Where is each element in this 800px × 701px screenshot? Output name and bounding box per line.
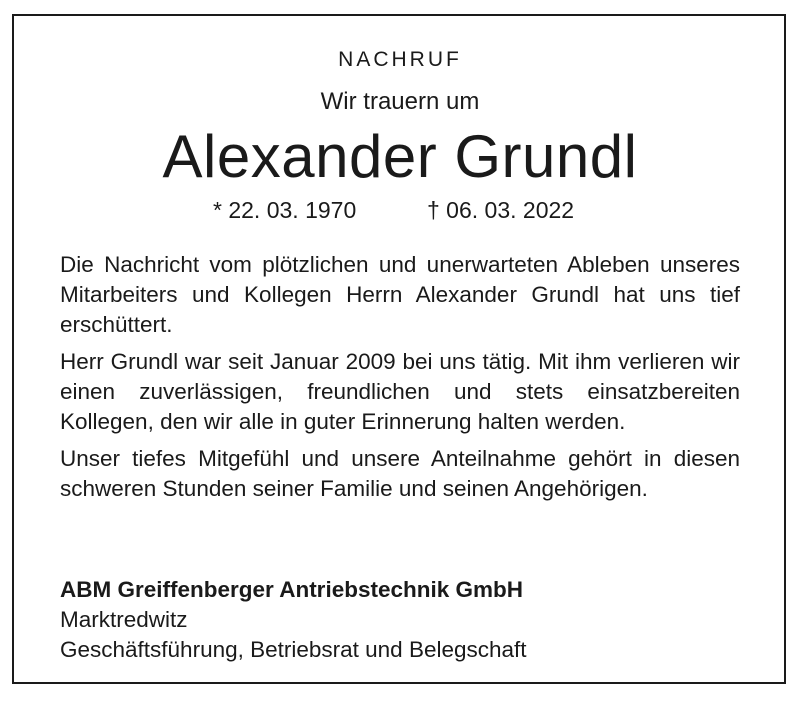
- deceased-name: Alexander Grundl: [162, 123, 638, 190]
- paragraph: Die Nachricht vom plötzlichen und unerwarteten Ableben unseres Mitarbeiters und Kollegen Herrn Alexander Grundl hat uns tief erschüttert.: [60, 252, 740, 337]
- paragraph: Unser tiefes Mitgefühl und unsere Anteilnahme gehört in diesen schweren Stunden seiner Familie und seinen Angehörigen.: [60, 446, 740, 501]
- intro-line: Wir trauern um: [320, 88, 480, 115]
- death-date: † 06. 03. 2022: [427, 197, 575, 223]
- company-departments: Geschäftsführung, Betriebsrat und Belegschaft: [60, 637, 527, 662]
- paragraph: Herr Grundl war seit Januar 2009 bei uns tätig. Mit ihm verlieren wir einen zuverlässigen, freundlichen und stets einsatzbereiten Kollegen, den wir alle in guter Erinnerung halten werden.: [60, 349, 740, 434]
- company-city: Marktredwitz: [60, 607, 188, 632]
- signature-block: [60, 575, 527, 665]
- birth-date: * 22. 03. 1970: [213, 197, 357, 223]
- company-name: ABM Greiffenberger Antriebstechnik GmbH: [60, 577, 523, 602]
- obituary-body: [60, 250, 740, 511]
- obituary-heading: NACHRUF: [338, 48, 462, 71]
